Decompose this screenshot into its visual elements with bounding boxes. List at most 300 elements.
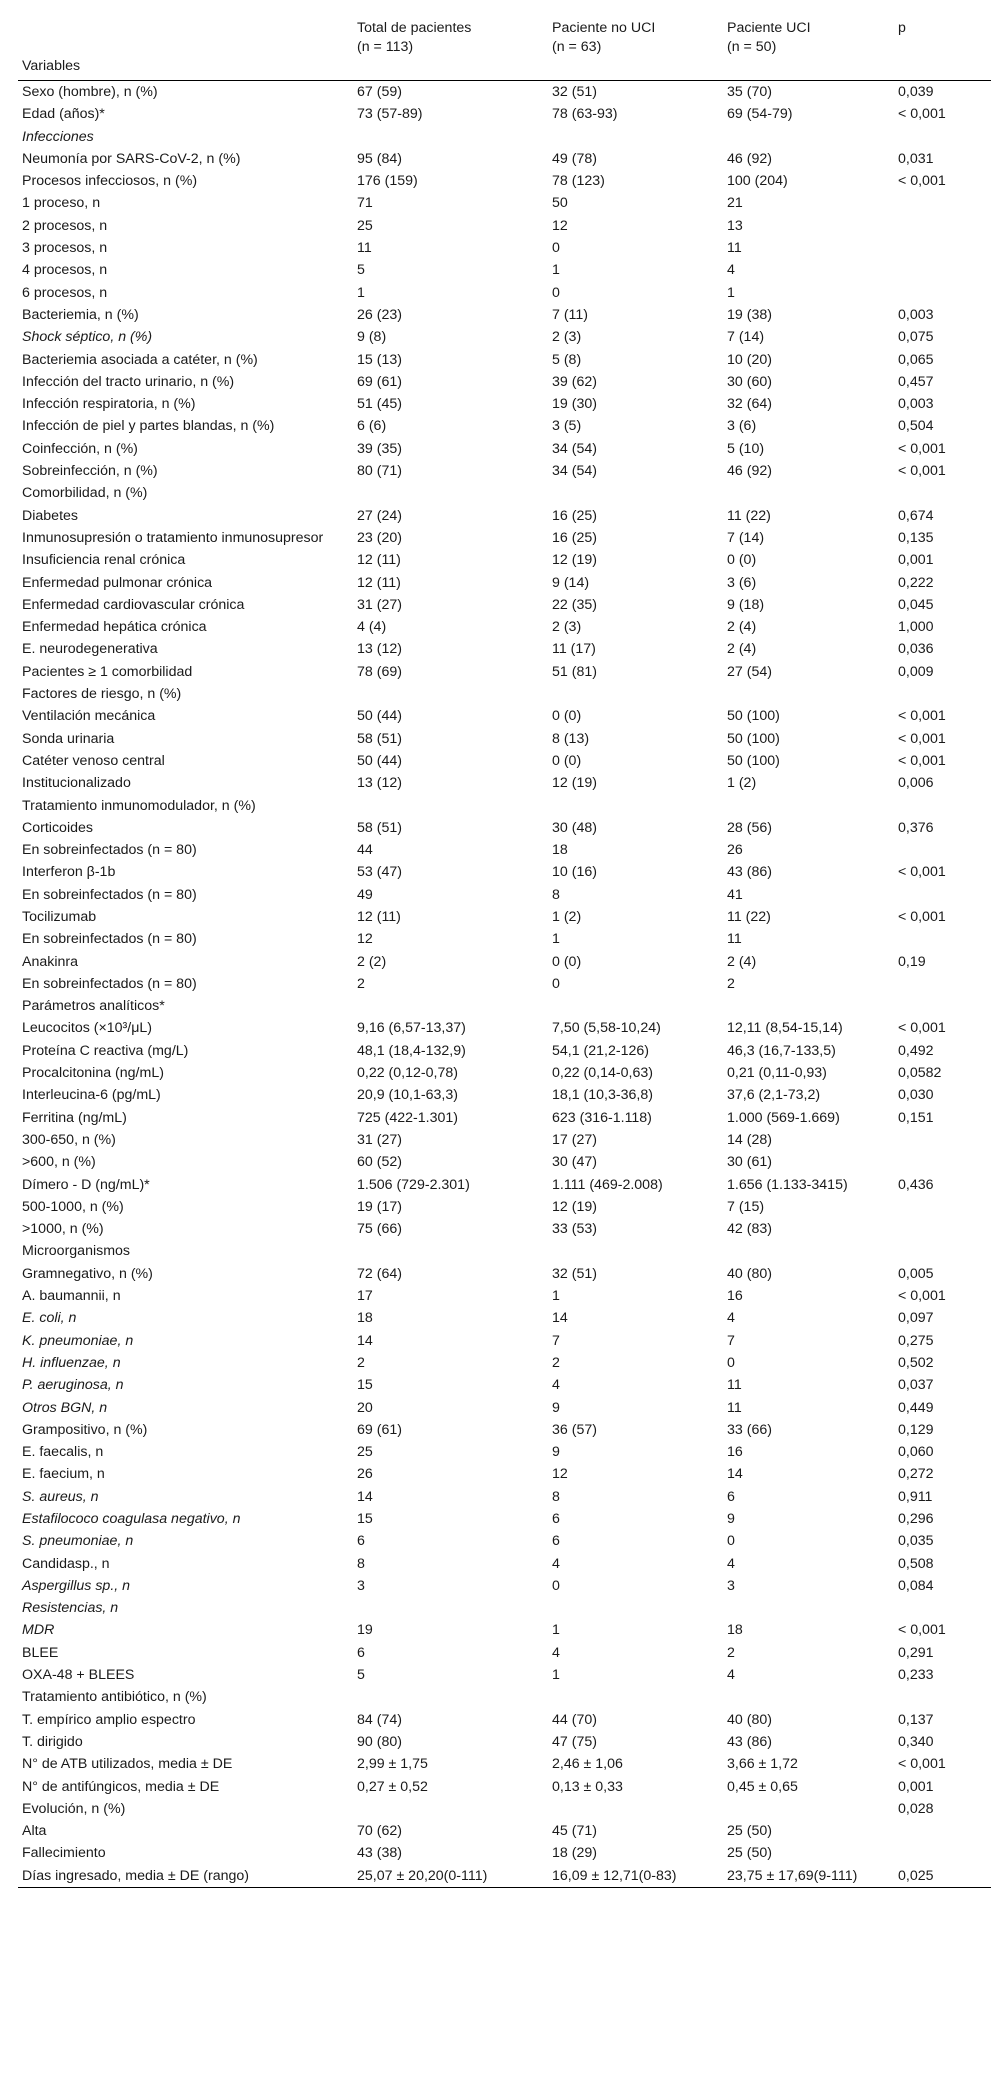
table-row [18, 415, 991, 437]
total-cell: 95 (84) [357, 150, 402, 167]
uci-cell: 25 (50) [727, 1845, 772, 1862]
table-row [18, 1820, 991, 1842]
total-cell: 80 (71) [357, 463, 402, 480]
total-cell: 5 [357, 262, 365, 279]
uci-cell [723, 1686, 894, 1708]
p-value-cell: 0,233 [898, 1667, 934, 1684]
no-uci-cell: 0 [552, 975, 560, 992]
table-row [18, 170, 991, 192]
p-value-cell: 1,000 [898, 619, 934, 636]
variable-cell: E. neurodegenerativa [22, 641, 158, 658]
total-cell: 13 (12) [357, 775, 402, 792]
uci-cell [723, 482, 894, 504]
total-cell: 23 (20) [357, 529, 402, 546]
uci-cell [723, 995, 894, 1017]
no-uci-cell: 44 (70) [552, 1711, 597, 1728]
total-cell: 176 (159) [357, 173, 418, 190]
variable-cell: Leucocitos (×10³/μL) [22, 1020, 153, 1037]
variable-cell: En sobreinfectados (n = 80) [22, 842, 197, 859]
variable-cell: Ferritina (ng/mL) [22, 1109, 127, 1126]
no-uci-cell: 1 (2) [552, 908, 582, 925]
p-value-cell: 0,135 [898, 529, 934, 546]
uci-cell: 6 [727, 1488, 735, 1505]
table-row [18, 1374, 991, 1396]
variable-cell: MDR [22, 1622, 55, 1639]
total-cell: 15 [357, 1377, 373, 1394]
variable-cell: Infecciones [22, 128, 94, 145]
uci-cell: 4 [727, 262, 735, 279]
no-uci-cell [548, 1240, 723, 1262]
p-value-cell: 0,508 [898, 1555, 934, 1572]
no-uci-cell: 19 (30) [552, 396, 597, 413]
variable-cell: En sobreinfectados (n = 80) [22, 975, 197, 992]
total-cell: 90 (80) [357, 1733, 402, 1750]
table-row [18, 1397, 991, 1419]
uci-cell: 11 [727, 1399, 742, 1416]
total-cell: 25,07 ± 20,20(0-111) [353, 1865, 548, 1888]
total-cell [353, 1240, 548, 1262]
variable-cell: E. faecalis, n [22, 1444, 104, 1461]
no-uci-cell: 45 (71) [552, 1823, 597, 1840]
table-row [18, 1486, 991, 1508]
p-value-cell: < 0,001 [898, 106, 946, 123]
p-value-cell: 0,222 [898, 574, 934, 591]
variable-cell: En sobreinfectados (n = 80) [22, 886, 197, 903]
uci-cell: 7 (14) [727, 329, 765, 346]
table-row [18, 594, 991, 616]
total-cell: 26 [357, 1466, 373, 1483]
total-cell: 4 (4) [357, 619, 387, 636]
variable-cell: Sonda urinaria [22, 730, 115, 747]
variable-cell: Interleucina-6 (pg/mL) [22, 1087, 161, 1104]
p-value-cell: < 0,001 [898, 1622, 946, 1639]
variable-cell: Ventilación mecánica [22, 708, 156, 725]
uci-cell: 40 (80) [727, 1711, 772, 1728]
variable-cell: Proteína C reactiva (mg/L) [22, 1042, 189, 1059]
variable-cell: Aspergillus sp., n [22, 1577, 131, 1594]
variable-cell: N° de antifúngicos, media ± DE [22, 1778, 220, 1795]
variable-cell: Sobreinfección, n (%) [22, 463, 158, 480]
variable-cell: Infección de piel y partes blandas, n (%) [22, 418, 275, 435]
no-uci-cell: 49 (78) [552, 150, 597, 167]
total-cell: 1 [357, 284, 365, 301]
no-uci-cell: 4 [552, 1644, 560, 1661]
p-value-cell [894, 1240, 991, 1262]
no-uci-cell: 623 (316-1.118) [552, 1109, 652, 1126]
uci-cell: 0 [727, 1354, 735, 1371]
p-value-cell: 0,003 [898, 396, 934, 413]
table-header-row [18, 13, 991, 81]
variable-cell: 300-650, n (%) [22, 1131, 116, 1148]
p-value-cell: 0,129 [898, 1421, 934, 1438]
uci-cell: 4 [727, 1667, 735, 1684]
uci-cell: 50 (100) [727, 730, 780, 747]
variable-cell: Dímero - D (ng/mL)* [22, 1176, 150, 1193]
variable-cell: Infección respiratoria, n (%) [22, 396, 196, 413]
uci-cell: 27 (54) [727, 663, 772, 680]
no-uci-cell: 78 (63-93) [552, 106, 618, 123]
no-uci-cell: 0 (0) [552, 708, 582, 725]
p-value-cell: 0,911 [898, 1488, 933, 1505]
variable-cell: N° de ATB utilizados, media ± DE [22, 1756, 233, 1773]
table-row [18, 1597, 991, 1619]
uci-cell: 14 [727, 1466, 743, 1483]
table-row [18, 1107, 991, 1129]
total-cell: 8 [357, 1555, 365, 1572]
table-row [18, 951, 991, 973]
header-no-uci [548, 13, 723, 81]
no-uci-cell: 33 (53) [552, 1221, 597, 1238]
uci-cell: 3,66 ± 1,72 [727, 1756, 798, 1773]
no-uci-cell: 34 (54) [552, 463, 597, 480]
variable-cell: E. coli, n [22, 1310, 77, 1327]
uci-cell: 46 (92) [727, 463, 772, 480]
p-value-cell: 0,005 [898, 1265, 934, 1282]
p-value-cell: 0,674 [898, 507, 934, 524]
total-cell: 20,9 (10,1-63,3) [357, 1087, 458, 1104]
no-uci-cell: 2 (3) [552, 329, 582, 346]
header-uci [723, 13, 894, 81]
uci-cell [723, 1240, 894, 1262]
no-uci-cell: 51 (81) [552, 663, 597, 680]
total-cell: 69 (61) [357, 1421, 402, 1438]
table-row [18, 505, 991, 527]
variable-cell: S. aureus, n [22, 1488, 99, 1505]
table-row [18, 326, 991, 348]
no-uci-cell: 18 (29) [552, 1845, 597, 1862]
total-cell: 71 [357, 195, 373, 212]
p-value-cell: 0,075 [898, 329, 934, 346]
no-uci-cell: 5 (8) [552, 351, 582, 368]
uci-cell: 11 [727, 931, 742, 948]
uci-cell: 19 (38) [727, 306, 772, 323]
table-row [18, 1017, 991, 1039]
total-cell: 75 (66) [357, 1221, 402, 1238]
no-uci-cell: 1 [552, 1622, 560, 1639]
p-value-cell: 0,457 [898, 373, 934, 390]
table-row [18, 1686, 991, 1708]
uci-cell: 7 [727, 1332, 735, 1349]
uci-cell [723, 795, 894, 817]
total-cell: 17 [357, 1288, 373, 1305]
p-value-cell: < 0,001 [898, 708, 946, 725]
variable-cell: Bacteriemia asociada a catéter, n (%) [22, 351, 258, 368]
no-uci-cell: 30 (48) [552, 819, 597, 836]
table-row [18, 884, 991, 906]
uci-cell: 2 [727, 975, 735, 992]
p-value-cell [894, 995, 991, 1017]
total-cell: 50 (44) [357, 752, 402, 769]
variable-cell: Shock séptico, n (%) [22, 329, 153, 346]
no-uci-cell: 32 (51) [552, 84, 597, 100]
no-uci-cell: 8 (13) [552, 730, 590, 747]
p-value-cell: < 0,001 [898, 752, 946, 769]
uci-cell: 18 [727, 1622, 743, 1639]
table-row [18, 1642, 991, 1664]
total-cell [353, 795, 548, 817]
uci-cell: 13 [727, 217, 743, 234]
uci-cell: 33 (66) [727, 1421, 772, 1438]
total-cell: 0,22 (0,12-0,78) [357, 1065, 458, 1082]
uci-cell: 11 (22) [727, 908, 771, 925]
no-uci-cell: 18,1 (10,3-36,8) [552, 1087, 653, 1104]
table-row [18, 1040, 991, 1062]
p-value-cell: < 0,001 [898, 730, 946, 747]
table-row [18, 1419, 991, 1441]
header-total-text: Total de pacientes (n = 113) [357, 20, 472, 55]
no-uci-cell: 1 [552, 931, 560, 948]
p-value-cell [894, 1151, 991, 1173]
header-no-uci-text: Paciente no UCI (n = 63) [552, 20, 656, 55]
p-value-cell: 0,060 [898, 1444, 934, 1461]
uci-cell: 1.000 (569-1.669) [727, 1109, 840, 1126]
table-row [18, 1508, 991, 1530]
table-row [18, 1798, 991, 1820]
p-value-cell: 0,009 [898, 663, 934, 680]
uci-cell: 11 [727, 240, 742, 257]
table-row [18, 1664, 991, 1686]
variable-cell: Diabetes [22, 507, 78, 524]
p-value-cell [894, 282, 991, 304]
p-value-cell: < 0,001 [898, 440, 946, 457]
variable-cell: Insuficiencia renal crónica [22, 552, 186, 569]
variable-cell: 4 procesos, n [22, 262, 108, 279]
no-uci-cell: 0 (0) [552, 752, 582, 769]
total-cell: 12 (11) [357, 908, 401, 925]
p-value-cell: 0,045 [898, 596, 934, 613]
no-uci-cell [548, 995, 723, 1017]
total-cell: 2 [357, 1354, 365, 1371]
p-value-cell: 0,436 [898, 1176, 934, 1193]
variable-cell: Resistencias, n [22, 1600, 119, 1617]
variable-cell: 500-1000, n (%) [22, 1198, 124, 1215]
no-uci-cell [548, 482, 723, 504]
no-uci-cell: 3 (5) [552, 418, 582, 435]
variable-cell: Infección del tracto urinario, n (%) [22, 373, 235, 390]
total-cell: 18 [357, 1310, 373, 1327]
variable-cell: Neumonía por SARS-CoV-2, n (%) [22, 150, 241, 167]
header-variables: Variables [18, 13, 353, 81]
table-row [18, 1218, 991, 1240]
uci-cell: 9 (18) [727, 596, 765, 613]
p-value-cell: 0,492 [898, 1042, 934, 1059]
table-row [18, 638, 991, 660]
p-value-cell: < 0,001 [898, 1020, 946, 1037]
total-cell: 12 [357, 931, 373, 948]
table-row [18, 1530, 991, 1552]
variable-cell: Microorganismos [22, 1243, 131, 1260]
p-value-cell: 0,291 [898, 1644, 934, 1661]
table-row [18, 1776, 991, 1798]
p-value-cell: 0,028 [898, 1800, 934, 1817]
no-uci-cell: 50 [552, 195, 568, 212]
p-value-cell [894, 126, 991, 148]
total-cell: 6 [357, 1533, 365, 1550]
table-row [18, 1441, 991, 1463]
table-row [18, 549, 991, 571]
no-uci-cell: 32 (51) [552, 1265, 597, 1282]
uci-cell: 23,75 ± 17,69(9-111) [723, 1865, 894, 1888]
p-value-cell: 0,025 [894, 1865, 991, 1888]
table-row [18, 705, 991, 727]
p-value-cell [894, 1218, 991, 1240]
uci-cell: 43 (86) [727, 864, 772, 881]
p-value-cell: 0,039 [898, 84, 934, 100]
total-cell: 44 [357, 842, 373, 859]
uci-cell: 11 (22) [727, 507, 771, 524]
p-value-cell [894, 192, 991, 214]
no-uci-cell: 0,13 ± 0,33 [552, 1778, 623, 1795]
uci-cell: 30 (61) [727, 1154, 772, 1171]
p-value-cell: 0,502 [898, 1354, 934, 1371]
no-uci-cell: 8 [552, 1488, 560, 1505]
uci-cell: 41 [727, 886, 743, 903]
total-cell: 26 (23) [357, 306, 402, 323]
variable-cell: 3 procesos, n [22, 240, 108, 257]
uci-cell: 2 (4) [727, 619, 757, 636]
uci-cell [723, 683, 894, 705]
no-uci-cell: 7 [552, 1332, 560, 1349]
total-cell: 12 (11) [357, 574, 401, 591]
p-value-cell: 0,001 [898, 552, 934, 569]
no-uci-cell: 78 (123) [552, 173, 605, 190]
table-row [18, 616, 991, 638]
uci-cell: 0 (0) [727, 552, 757, 569]
table-row [18, 1330, 991, 1352]
no-uci-cell [548, 1597, 723, 1619]
total-cell: 53 (47) [357, 864, 402, 881]
table-row [18, 1753, 991, 1775]
uci-cell: 46,3 (16,7-133,5) [727, 1042, 836, 1059]
uci-cell: 5 (10) [727, 440, 765, 457]
p-value-cell: 0,151 [898, 1109, 934, 1126]
p-value-cell [894, 215, 991, 237]
table-row [18, 1463, 991, 1485]
p-value-cell [894, 1597, 991, 1619]
table-row [18, 1151, 991, 1173]
no-uci-cell: 0 [552, 1577, 560, 1594]
no-uci-cell: 17 (27) [552, 1131, 597, 1148]
p-value-cell: < 0,001 [898, 463, 946, 480]
variable-cell: 2 procesos, n [22, 217, 108, 234]
no-uci-cell: 22 (35) [552, 596, 597, 613]
p-value-cell [894, 1820, 991, 1842]
variable-cell: Catéter venoso central [22, 752, 165, 769]
no-uci-cell: 12 (19) [552, 552, 597, 569]
total-cell: 12 (11) [357, 552, 401, 569]
no-uci-cell: 9 [552, 1444, 560, 1461]
table-row [18, 1129, 991, 1151]
total-cell: 84 (74) [357, 1711, 402, 1728]
total-cell: 51 (45) [357, 396, 402, 413]
p-value-cell [894, 1842, 991, 1864]
total-cell: 13 (12) [357, 641, 402, 658]
variable-cell: >1000, n (%) [22, 1221, 104, 1238]
uci-cell: 0 [727, 1533, 735, 1550]
variable-cell: Coinfección, n (%) [22, 440, 138, 457]
no-uci-cell: 12 [552, 1466, 568, 1483]
no-uci-cell: 7,50 (5,58-10,24) [552, 1020, 661, 1037]
p-value-cell: 0,296 [898, 1511, 934, 1527]
p-value-cell: < 0,001 [898, 864, 946, 881]
total-cell: 25 [357, 1444, 373, 1461]
table-row [18, 1619, 991, 1641]
no-uci-cell [548, 683, 723, 705]
p-value-cell: 0,19 [898, 953, 926, 970]
table-row [18, 460, 991, 482]
variable-cell: Parámetros analíticos* [22, 998, 165, 1015]
p-value-cell: 0,065 [898, 351, 934, 368]
total-cell: 78 (69) [357, 663, 402, 680]
variable-cell: Inmunosupresión o tratamiento inmunosupresor [22, 529, 324, 546]
uci-cell: 69 (54-79) [727, 106, 793, 123]
variable-cell: A. baumannii, n [22, 1288, 121, 1305]
total-cell: 50 (44) [357, 708, 402, 725]
total-cell [353, 683, 548, 705]
total-cell: 58 (51) [357, 730, 402, 747]
uci-cell: 10 (20) [727, 351, 772, 368]
p-value-cell [894, 839, 991, 861]
table-row [18, 371, 991, 393]
total-cell: 9,16 (6,57-13,37) [357, 1020, 466, 1037]
total-cell: 14 [357, 1488, 373, 1505]
no-uci-cell [548, 795, 723, 817]
p-value-cell: 0,030 [898, 1087, 934, 1104]
variable-cell: K. pneumoniae, n [22, 1332, 134, 1349]
no-uci-cell [548, 1686, 723, 1708]
table-row [18, 772, 991, 794]
header-uci-text: Paciente UCI (n = 50) [727, 20, 811, 55]
results-table [18, 13, 991, 1888]
no-uci-cell: 1 [552, 1667, 560, 1684]
p-value-cell [894, 259, 991, 281]
no-uci-cell: 10 (16) [552, 864, 597, 881]
variable-cell: Enfermedad pulmonar crónica [22, 574, 213, 591]
variable-cell: S. pneumoniae, n [22, 1533, 134, 1550]
p-value-cell: 0,275 [898, 1332, 934, 1349]
total-cell: 67 (59) [357, 84, 402, 100]
table-row [18, 1731, 991, 1753]
total-cell: 0,27 ± 0,52 [357, 1778, 428, 1795]
total-cell: 725 (422-1.301) [357, 1109, 458, 1126]
uci-cell: 46 (92) [727, 150, 772, 167]
total-cell: 5 [357, 1667, 365, 1684]
no-uci-cell: 2 [552, 1354, 560, 1371]
uci-cell: 42 (83) [727, 1221, 772, 1238]
no-uci-cell: 0 [552, 240, 560, 257]
uci-cell [723, 1798, 894, 1820]
uci-cell: 7 (14) [727, 529, 765, 546]
total-cell: 48,1 (18,4-132,9) [357, 1042, 466, 1059]
variable-cell: 1 proceso, n [22, 195, 101, 212]
total-cell [353, 1798, 548, 1820]
table-row [18, 1553, 991, 1575]
total-cell: 6 [357, 1644, 365, 1661]
uci-cell: 50 (100) [727, 752, 780, 769]
p-value-cell: 0,097 [898, 1310, 934, 1327]
table-row [18, 1709, 991, 1731]
total-cell: 20 [357, 1399, 373, 1416]
no-uci-cell [548, 126, 723, 148]
variable-cell: Tratamiento inmunomodulador, n (%) [22, 797, 256, 814]
total-cell [353, 1597, 548, 1619]
variable-cell: Factores de riesgo, n (%) [22, 686, 182, 703]
uci-cell: 1 (2) [727, 775, 757, 792]
no-uci-cell: 8 [552, 886, 560, 903]
variable-cell: Evolución, n (%) [22, 1800, 126, 1817]
total-cell [353, 482, 548, 504]
no-uci-cell: 9 (14) [552, 574, 590, 591]
